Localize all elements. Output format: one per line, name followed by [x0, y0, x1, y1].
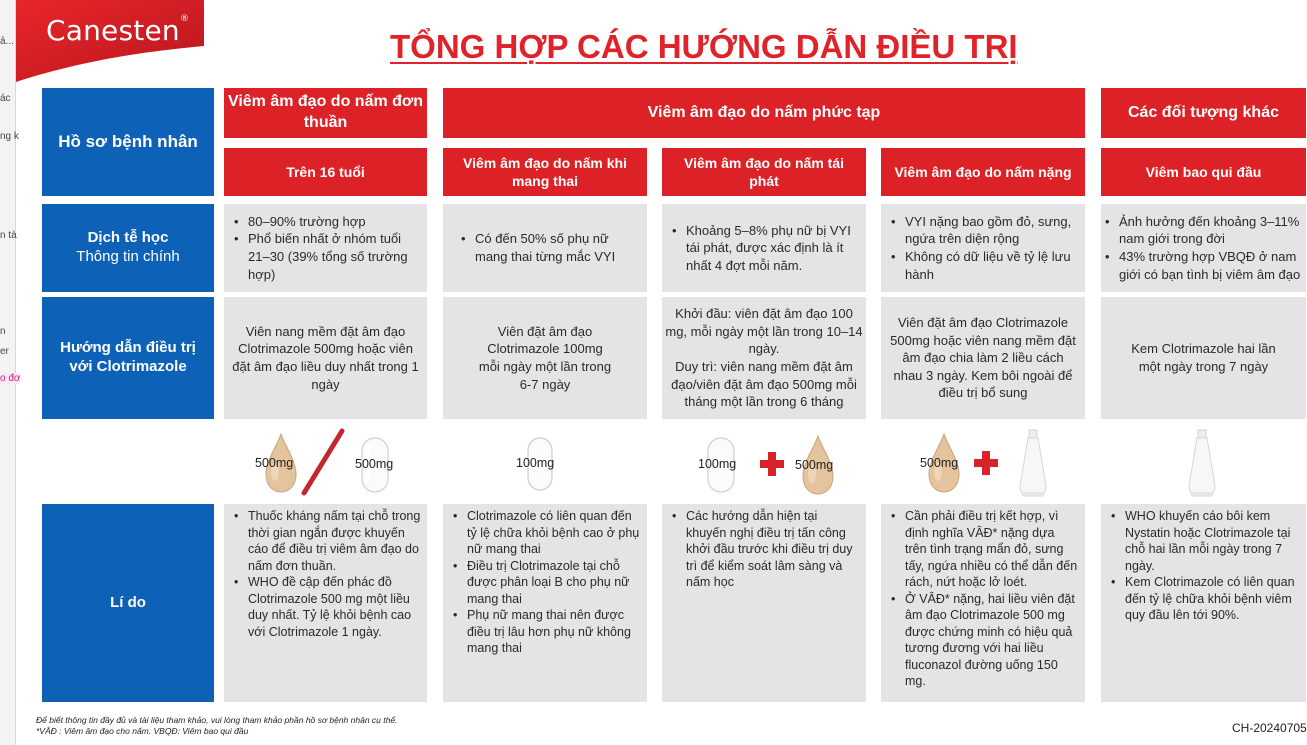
list-item: • Thuốc kháng nấm tại chỗ trong thời gian ngắn được khuyến cáo để điều trị viêm âm đạo do nấm đơn thuần.	[230, 508, 421, 574]
strip-text: ng k	[0, 131, 19, 142]
guide-cell-balanitis: Kem Clotrimazole hai lần một ngày trong 7 ngày	[1101, 297, 1306, 419]
epi-subtitle: Thông tin chính	[76, 248, 180, 265]
col-header-balanitis: Viêm bao qui đầu	[1101, 148, 1306, 196]
list-item: • Điều trị Clotrimazole tại chỗ được phân loại B cho phụ nữ mang thai	[449, 558, 641, 608]
product-label: 100mg	[516, 456, 555, 470]
guide-cell-over16: Viên nang mềm đặt âm đạo Clotrimazole 500mg hoặc viên đặt âm đạo liều duy nhất trong 1 ngày	[224, 297, 427, 419]
epi-cell-pregnancy	[443, 204, 647, 292]
logo-wordmark: Canesten®	[46, 14, 190, 47]
list-item: • Phụ nữ mang thai nên được điều trị lâu hơn phụ nữ không mang thai	[449, 607, 641, 657]
list-item: • Các hướng dẫn hiện tại khuyến nghị điều trị tấn công khởi đầu trước khi điều trị duy trì để kiểm soát lâm sàng và nấm học	[668, 508, 860, 591]
strip-text: ác	[0, 93, 11, 104]
epi-cell-recurrent	[662, 204, 866, 292]
reason-cell-balanitis	[1101, 504, 1306, 702]
strip-text: er	[0, 346, 9, 357]
reason-cell-over16	[224, 504, 427, 702]
row-label-epidemiology	[42, 204, 214, 292]
guide-cell-recurrent: Khởi đầu: viên đặt âm đạo 100 mg, mỗi ngày một lần trong 10–14 ngày. Duy trì: viên nang mềm đặt âm đạo/viên đặt âm đạo 500mg mỗi tháng một lần trong 6 tháng	[662, 297, 866, 419]
strip-text: n tà	[0, 230, 17, 241]
col-header-over16: Trên 16 tuổi	[224, 148, 427, 196]
col-header-pregnancy: Viêm âm đạo do nấm khi mang thai	[443, 148, 647, 196]
list-item: • Ở VÂĐ* nặng, hai liều viên đặt âm đạo Clotrimazole 500 mg được chứng minh có hiệu quả tương đương với hai liều fluconazol đường uống 150 mg.	[887, 591, 1079, 690]
strip-text: ả...	[0, 36, 14, 47]
footnote-abbreviation: *VÂĐ : Viêm âm đạo cho nấm. VBQĐ: Viêm bao qui đầu	[36, 726, 249, 736]
cream-tube-image	[1016, 428, 1050, 498]
row-label-reason: Lí do	[42, 504, 214, 702]
group-header-simple: Viêm âm đạo do nấm đơn thuần	[224, 88, 427, 138]
strip-text: n	[0, 326, 6, 337]
epi-cell-severe	[881, 204, 1085, 292]
list-item: • Ảnh hưởng đến khoảng 3–11% nam giới trong đời	[1101, 213, 1302, 248]
row-label-profile: Hồ sơ bệnh nhân	[42, 88, 214, 196]
list-item: • Phổ biến nhất ở nhóm tuổi 21–30 (39% tổng số trường hợp)	[230, 230, 421, 283]
reason-cell-recurrent	[662, 504, 866, 702]
list-item: • Có đến 50% số phụ nữ mang thai từng mắc VYI	[457, 230, 641, 265]
background-window-strip	[0, 0, 21, 745]
plus-icon	[973, 450, 999, 476]
row-label-guide: Hướng dẫn điều trị với Clotrimazole	[42, 297, 214, 419]
epi-title: Dịch tễ học	[87, 229, 169, 247]
list-item: • Kem Clotrimazole có liên quan đến tỷ lệ chữa khỏi bệnh viêm quy đầu lên tới 90%.	[1107, 574, 1300, 624]
list-item: • VYI nặng bao gồm đỏ, sưng, ngứa trên diện rộng	[887, 213, 1079, 248]
reason-cell-severe	[881, 504, 1085, 702]
list-item: • WHO đề cập đến phác đồ Clotrimazole 500 mg một liều duy nhất. Tỷ lệ khỏi bệnh cao với Clotrimazole 1 ngày.	[230, 574, 421, 640]
epi-cell-over16	[224, 204, 427, 292]
strip-text: o đơ	[0, 373, 21, 384]
reason-cell-pregnancy	[443, 504, 647, 702]
list-item: • Clotrimazole có liên quan đến tỷ lệ chữa khỏi bệnh cao ở phụ nữ mang thai	[449, 508, 641, 558]
footnote-reference: Để biết thông tin đầy đủ và tài liệu tham khảo, vui lòng tham khảo phần hồ sơ bệnh nhân cụ thể.	[36, 715, 398, 725]
list-item: • WHO khuyến cáo bôi kem Nystatin hoặc Clotrimazole tại chỗ hai lần mỗi ngày trong 7 ngày.	[1107, 508, 1300, 574]
epi-cell-balanitis	[1101, 204, 1306, 292]
guide-cell-severe: Viên đặt âm đạo Clotrimazole 500mg hoặc viên nang mềm đặt âm đạo chia làm 2 liều cách nhau 3 ngày. Kem bôi ngoài để điều trị bổ sung	[881, 297, 1085, 419]
page-title: TỔNG HỢP CÁC HƯỚNG DẪN ĐIỀU TRỊ	[390, 28, 1018, 65]
list-item: • Không có dữ liệu về tỷ lệ lưu hành	[887, 248, 1079, 283]
product-label: 100mg	[698, 457, 737, 471]
list-item: • 80–90% trường hợp	[230, 213, 421, 231]
col-header-recurrent: Viêm âm đạo do nấm tái phát	[662, 148, 866, 196]
separator-slash	[298, 428, 348, 496]
guide-cell-pregnancy: Viên đặt âm đạo Clotrimazole 100mg mỗi ngày một lần trong 6-7 ngày	[443, 297, 647, 419]
list-item: • Cần phải điều trị kết hợp, vì định nghĩa VÂĐ* nặng dựa trên tình trạng mẩn đỏ, sưng tấy, ngứa nhiều có thể dẫn đến rách, nứt hoặc lở loét.	[887, 508, 1079, 591]
group-header-other: Các đối tượng khác	[1101, 88, 1306, 138]
product-label: 500mg	[355, 457, 394, 471]
product-label: 500mg	[795, 458, 834, 472]
col-header-severe: Viêm âm đạo do nấm nặng	[881, 148, 1085, 196]
canesten-logo	[16, 0, 204, 82]
product-label: 500mg	[920, 456, 959, 470]
group-header-complex: Viêm âm đạo do nấm phức tạp	[443, 88, 1085, 138]
product-label: 500mg	[255, 456, 294, 470]
cream-tube-image	[1185, 428, 1219, 498]
list-item: • Khoảng 5–8% phụ nữ bị VYI tái phát, được xác định là ít nhất 4 đợt mỗi năm.	[668, 222, 860, 275]
plus-icon	[759, 451, 785, 477]
list-item: • 43% trường hợp VBQĐ ở nam giới có bạn tình bị viêm âm đạo	[1101, 248, 1302, 283]
document-code: CH-20240705	[1232, 721, 1307, 735]
